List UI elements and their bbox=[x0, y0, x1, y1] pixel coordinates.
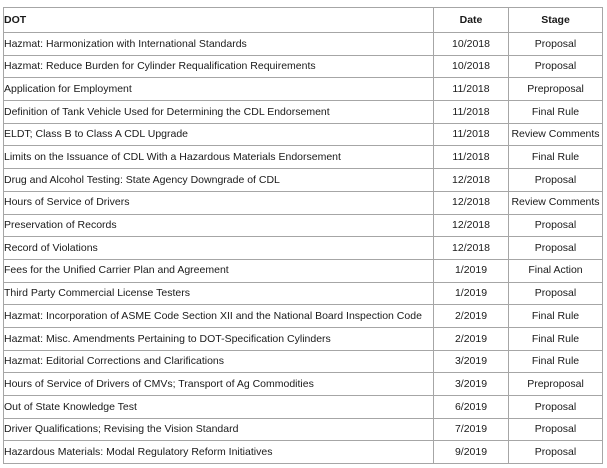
table-row bbox=[4, 169, 603, 192]
item-cell: Record of Violations bbox=[4, 237, 434, 260]
date-cell: 2/2019 bbox=[434, 327, 509, 350]
date-cell: 11/2018 bbox=[434, 123, 509, 146]
column-header-dot: DOT bbox=[4, 8, 434, 33]
table-row bbox=[4, 327, 603, 350]
item-cell: Fees for the Unified Carrier Plan and Agreement bbox=[4, 259, 434, 282]
table-row bbox=[4, 55, 603, 78]
date-cell: 7/2019 bbox=[434, 418, 509, 441]
stage-cell: Final Rule bbox=[509, 350, 603, 373]
stage-cell: Final Rule bbox=[509, 305, 603, 328]
table-row bbox=[4, 78, 603, 101]
stage-cell: Proposal bbox=[509, 396, 603, 419]
stage-cell: Proposal bbox=[509, 418, 603, 441]
item-cell: Definition of Tank Vehicle Used for Determining the CDL Endorsement bbox=[4, 101, 434, 124]
item-cell: Hazmat: Harmonization with International Standards bbox=[4, 33, 434, 56]
stage-cell: Preproposal bbox=[509, 373, 603, 396]
table-row bbox=[4, 101, 603, 124]
item-cell: Hazmat: Reduce Burden for Cylinder Requalification Requirements bbox=[4, 55, 434, 78]
table-row bbox=[4, 237, 603, 260]
item-cell: Limits on the Issuance of CDL With a Hazardous Materials Endorsement bbox=[4, 146, 434, 169]
item-cell: Hazmat: Editorial Corrections and Clarifications bbox=[4, 350, 434, 373]
stage-cell: Proposal bbox=[509, 237, 603, 260]
column-header-stage: Stage bbox=[509, 8, 603, 33]
table-header bbox=[4, 8, 603, 33]
date-cell: 11/2018 bbox=[434, 146, 509, 169]
date-cell: 6/2019 bbox=[434, 396, 509, 419]
item-cell: Hours of Service of Drivers bbox=[4, 191, 434, 214]
stage-cell: Proposal bbox=[509, 55, 603, 78]
date-cell: 2/2019 bbox=[434, 305, 509, 328]
table-row bbox=[4, 33, 603, 56]
date-cell: 9/2019 bbox=[434, 441, 509, 464]
date-cell: 12/2018 bbox=[434, 169, 509, 192]
table-body bbox=[4, 33, 603, 464]
column-header-date: Date bbox=[434, 8, 509, 33]
stage-cell: Proposal bbox=[509, 282, 603, 305]
item-cell: Out of State Knowledge Test bbox=[4, 396, 434, 419]
table-row bbox=[4, 418, 603, 441]
table-row bbox=[4, 305, 603, 328]
stage-cell: Review Comments bbox=[509, 191, 603, 214]
dot-regulations-table bbox=[3, 7, 603, 464]
date-cell: 1/2019 bbox=[434, 282, 509, 305]
date-cell: 12/2018 bbox=[434, 214, 509, 237]
table-row bbox=[4, 259, 603, 282]
stage-cell: Review Comments bbox=[509, 123, 603, 146]
item-cell: Application for Employment bbox=[4, 78, 434, 101]
table-row bbox=[4, 441, 603, 464]
table-row bbox=[4, 123, 603, 146]
item-cell: Hazmat: Misc. Amendments Pertaining to DOT-Specification Cylinders bbox=[4, 327, 434, 350]
table-row bbox=[4, 191, 603, 214]
date-cell: 3/2019 bbox=[434, 373, 509, 396]
item-cell: Hazardous Materials: Modal Regulatory Reform Initiatives bbox=[4, 441, 434, 464]
stage-cell: Final Action bbox=[509, 259, 603, 282]
date-cell: 10/2018 bbox=[434, 33, 509, 56]
stage-cell: Final Rule bbox=[509, 101, 603, 124]
date-cell: 11/2018 bbox=[434, 78, 509, 101]
stage-cell: Proposal bbox=[509, 169, 603, 192]
stage-cell: Proposal bbox=[509, 214, 603, 237]
stage-cell: Proposal bbox=[509, 441, 603, 464]
date-cell: 10/2018 bbox=[434, 55, 509, 78]
date-cell: 12/2018 bbox=[434, 237, 509, 260]
item-cell: Drug and Alcohol Testing: State Agency Downgrade of CDL bbox=[4, 169, 434, 192]
item-cell: Preservation of Records bbox=[4, 214, 434, 237]
date-cell: 11/2018 bbox=[434, 101, 509, 124]
table-row bbox=[4, 396, 603, 419]
table-row bbox=[4, 350, 603, 373]
table-row bbox=[4, 282, 603, 305]
header-row bbox=[4, 8, 603, 33]
item-cell: ELDT; Class B to Class A CDL Upgrade bbox=[4, 123, 434, 146]
date-cell: 3/2019 bbox=[434, 350, 509, 373]
date-cell: 12/2018 bbox=[434, 191, 509, 214]
item-cell: Hazmat: Incorporation of ASME Code Section XII and the National Board Inspection Code bbox=[4, 305, 434, 328]
item-cell: Driver Qualifications; Revising the Vision Standard bbox=[4, 418, 434, 441]
table-row bbox=[4, 146, 603, 169]
item-cell: Third Party Commercial License Testers bbox=[4, 282, 434, 305]
table-row bbox=[4, 373, 603, 396]
stage-cell: Final Rule bbox=[509, 327, 603, 350]
stage-cell: Proposal bbox=[509, 33, 603, 56]
table-row bbox=[4, 214, 603, 237]
stage-cell: Final Rule bbox=[509, 146, 603, 169]
date-cell: 1/2019 bbox=[434, 259, 509, 282]
item-cell: Hours of Service of Drivers of CMVs; Transport of Ag Commodities bbox=[4, 373, 434, 396]
stage-cell: Preproposal bbox=[509, 78, 603, 101]
